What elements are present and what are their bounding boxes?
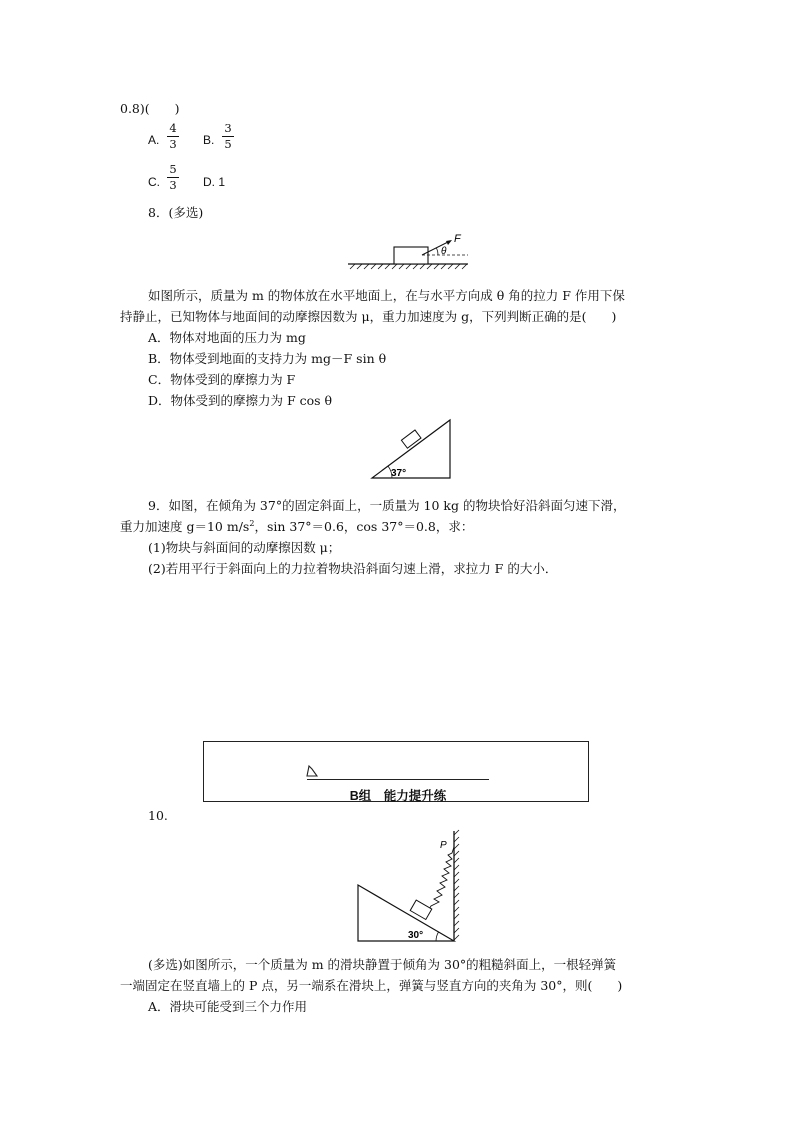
q8-stem-line2: 持静止，已知物体与地面间的动摩擦因数为 μ，重力加速度为 g，下列判断正确的是( ) [120, 309, 617, 324]
q7-option-b-fraction: 3 5 [221, 122, 235, 151]
q10-stem-line1: (多选)如图所示，一个质量为 m 的滑块静置于倾角为 30°的粗糙斜面上，一根轻弹簧 [148, 957, 617, 972]
section-title: B组 能力提升练 [349, 789, 447, 803]
q10-angle-label: 30° [408, 930, 424, 941]
q9-stem-line2: 重力加速度 g＝10 $m/s^2$，sin 37°＝0.6，cos 37°＝0.8，求： [120, 518, 474, 534]
section-banner-rule [307, 779, 489, 780]
q8-option-b: B．物体受到地面的支持力为 mg－F sin θ [148, 351, 387, 366]
q10-option-a: A．滑块可能受到三个力作用 [148, 999, 308, 1014]
q7-option-b-letter: B. [203, 133, 215, 147]
q7-stem-tail: 0.8)( ) [120, 101, 180, 116]
q8-block [394, 247, 428, 264]
q7-option-c-fraction: 5 3 [166, 163, 180, 192]
q8-header: 8．(多选) [148, 205, 204, 220]
q8-angle-arc [437, 248, 439, 255]
q7-option-d: D. 1 [203, 175, 226, 189]
q8-option-c: C．物体受到的摩擦力为 F [148, 372, 296, 387]
q8-ground-hatching [350, 264, 467, 269]
q8-force-label: F [454, 233, 461, 245]
q8-angle-label: θ [441, 246, 447, 257]
q8-force-arrowhead [446, 240, 452, 245]
q7-option-a-fraction: 4 3 [166, 122, 180, 151]
section-banner-icon [305, 764, 319, 778]
q9-angle-label: 37° [391, 468, 407, 479]
q10-number: 10. [148, 808, 168, 823]
q7-option-a-letter: A. [148, 133, 160, 147]
q8-option-d: D．物体受到的摩擦力为 F cos θ [148, 393, 333, 408]
q10-point-label: P [440, 840, 447, 851]
q8-stem-line1: 如图所示，质量为 m 的物体放在水平地面上，在与水平方向成 θ 角的拉力 F 作用下保 [148, 288, 625, 303]
q9-part-2: (2)若用平行于斜面向上的力拉着物块沿斜面匀速上滑，求拉力 F 的大小． [148, 561, 558, 576]
q9-figure [370, 418, 460, 480]
q8-figure [346, 231, 476, 271]
q10-spring [428, 847, 454, 911]
q10-figure [356, 829, 466, 943]
q8-option-a: A．物体对地面的压力为 mg [148, 330, 306, 345]
q7-option-c-letter: C. [148, 175, 160, 189]
q9-stem-line1: 9．如图，在倾角为 37°的固定斜面上，一质量为 10 kg 的物块恰好沿斜面匀速下滑， [148, 498, 626, 513]
q10-wall-hatching [454, 830, 459, 940]
section-banner [203, 741, 589, 802]
q10-stem-line2: 一端固定在竖直墙上的 P 点，另一端系在滑块上，弹簧与竖直方向的夹角为 30°，则( ) [120, 978, 623, 993]
q10-block [410, 900, 432, 919]
q9-incline [372, 420, 450, 478]
q9-part-1: (1)物块与斜面间的动摩擦因数 μ； [148, 540, 341, 555]
